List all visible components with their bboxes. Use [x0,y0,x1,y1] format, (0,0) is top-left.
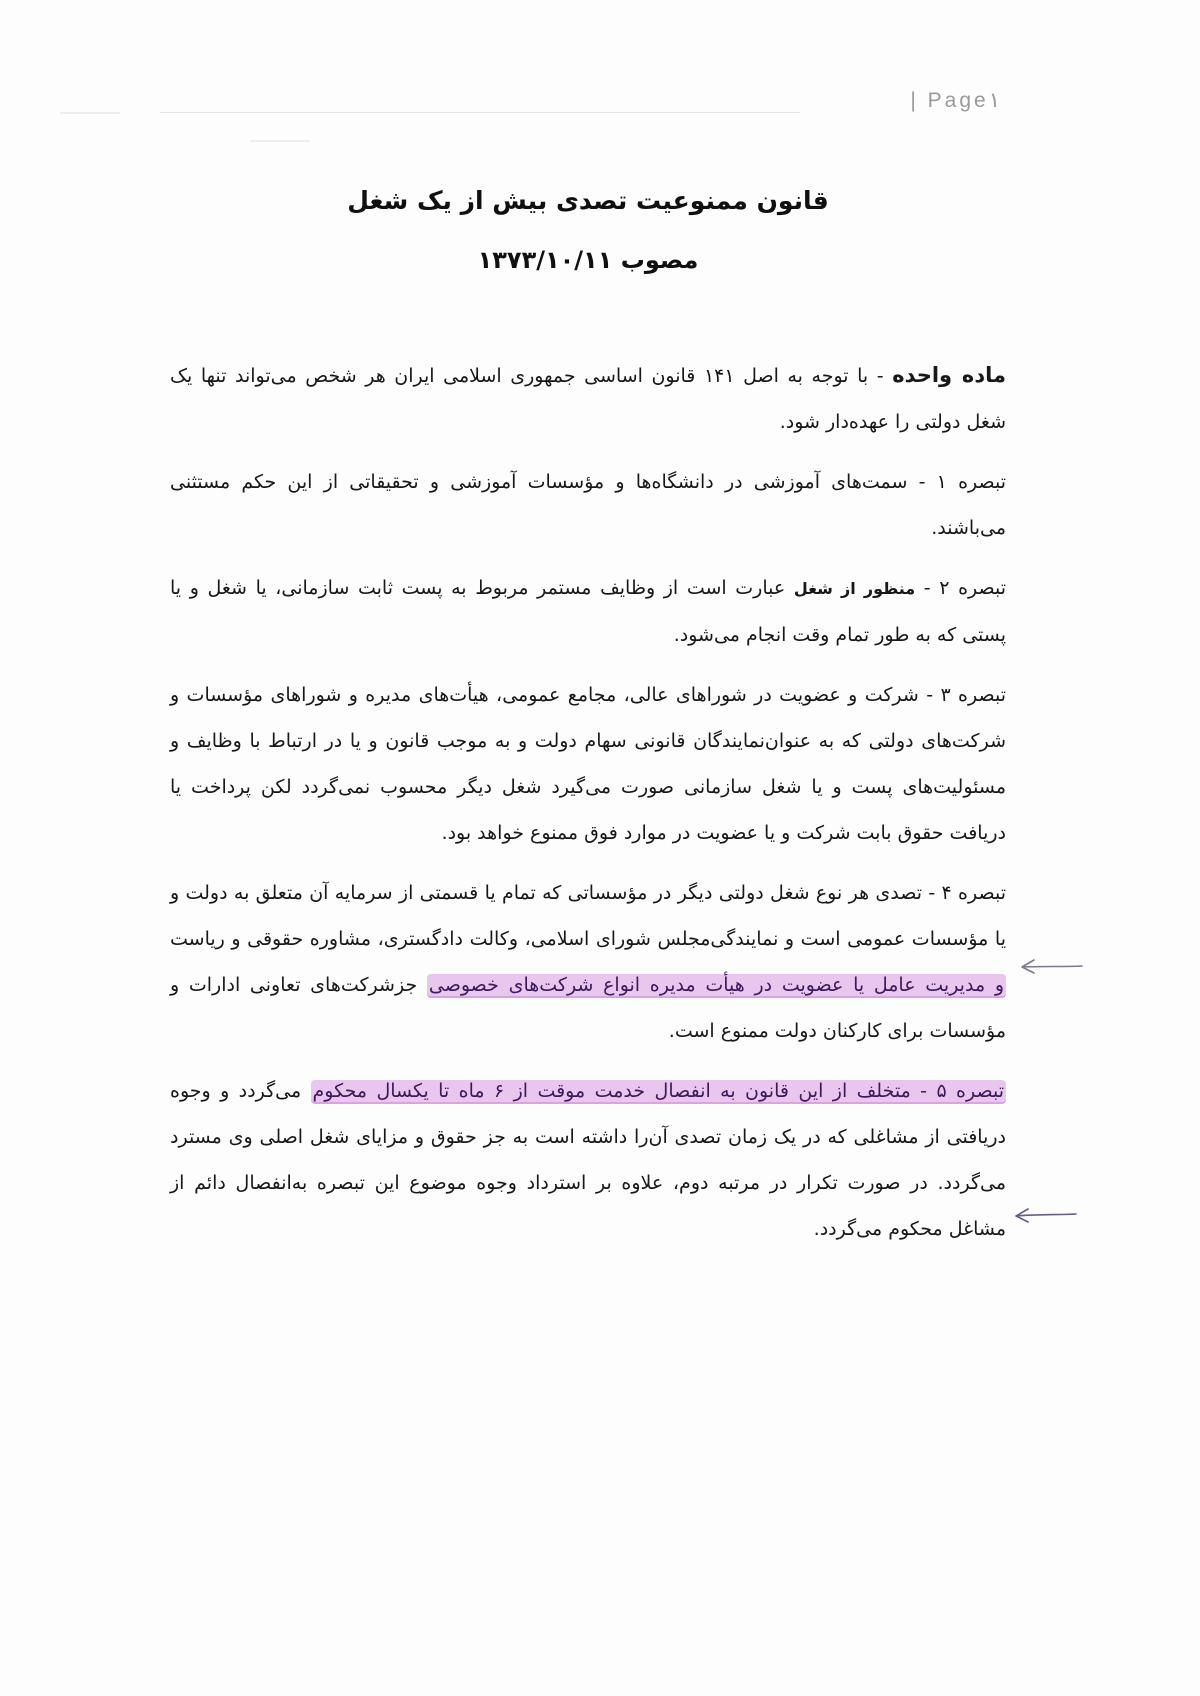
note-2-text: عبارت است از وظایف مستمر مربوط به پست ثابت سازمانی، یا شغل و یا پستی که به طور تمام وقت انجام می‌شود. [170,577,1006,646]
note-2-prefix: تبصره ۲ - [915,577,1007,599]
note-4-highlight: و مدیریت عامل یا عضویت در هیأت مدیره انواع شرکت‌های خصوصی [428,974,1004,996]
note-5-text: می‌گردد و وجوه دریافتی از مشاغلی که در یک زمان تصدی آن‌را داشته است به جز حقوق و مزایای شغل اصلی وی مسترد می‌گردد. در صورت تکرار در مرتبه دوم، علاوه بر استرداد وجوه موضوع این تبصره به‌انفصال دائم از مشاغل محکوم می‌گردد. [170,1080,1006,1240]
article-term: ماده واحده [892,363,1006,387]
margin-arrow-icon [1016,952,1086,982]
document-title: قانون ممنوعیت تصدی بیش از یک شغل [347,186,829,215]
note-4-text-start: تبصره ۴ - تصدی هر نوع شغل دولتی دیگر در مؤسساتی که تمام یا قسمتی از سرمایه آن متعلق به دولت و یا مؤسسات عمومی است و نمایندگی‌مجلس شورای اسلامی، وکالت دادگستری، مشاوره حقوقی و ریاست [170,882,1006,950]
note-2-term: منظور از شغل [793,579,916,598]
faint-mark [60,112,120,114]
document-subtitle: مصوب ۱۳۷۳/۱۰/۱۱ [477,246,699,274]
note-4-text-end: جزشرکت‌های تعاونی ادارات و مؤسسات برای کارکنان دولت ممنوع است. [170,974,1006,1042]
note-1-paragraph: تبصره ۱ - سمت‌های آموزشی در دانشگاه‌ها و مؤسسات آموزشی و تحقیقاتی از این حکم مستثنی می‌باشند. [170,471,1006,539]
note-2-paragraph [170,565,1006,658]
margin-arrow-icon [1010,1202,1080,1232]
page-number-label: | Page۱ [910,89,1000,112]
note-5-paragraph [170,1068,1006,1252]
faint-mark [250,140,310,142]
article-text: - با توجه به اصل ۱۴۱ قانون اساسی جمهوری اسلامی ایران هر شخص می‌تواند تنها یک شغل دولتی را عهده‌دار شود. [170,365,1006,433]
note-3-paragraph: تبصره ۳ - شرکت و عضویت در شوراهای عالی، مجامع عمومی، هیأت‌های مدیره و شوراهای مؤسسات و شرکت‌های دولتی که به عنوان‌نمایندگان قانونی سهام دولت و به موجب قانون و یا در ارتباط با وظایف و مسئولیت‌های پست و یا شغل سازمانی صورت می‌گیرد شغل دیگر محسوب نمی‌گردد لکن پرداخت یا دریافت حقوق بابت شرکت و یا عضویت در موارد فوق ممنوع خواهد بود. [170,684,1006,844]
note-5-highlight: تبصره ۵ - متخلف از این قانون به انفصال خدمت موقت از ۶ ماه تا یکسال محکوم [312,1080,1004,1102]
header-rule [160,112,800,113]
document-body [170,352,1006,1266]
article-paragraph [170,352,1006,445]
note-4-paragraph [170,870,1006,1054]
